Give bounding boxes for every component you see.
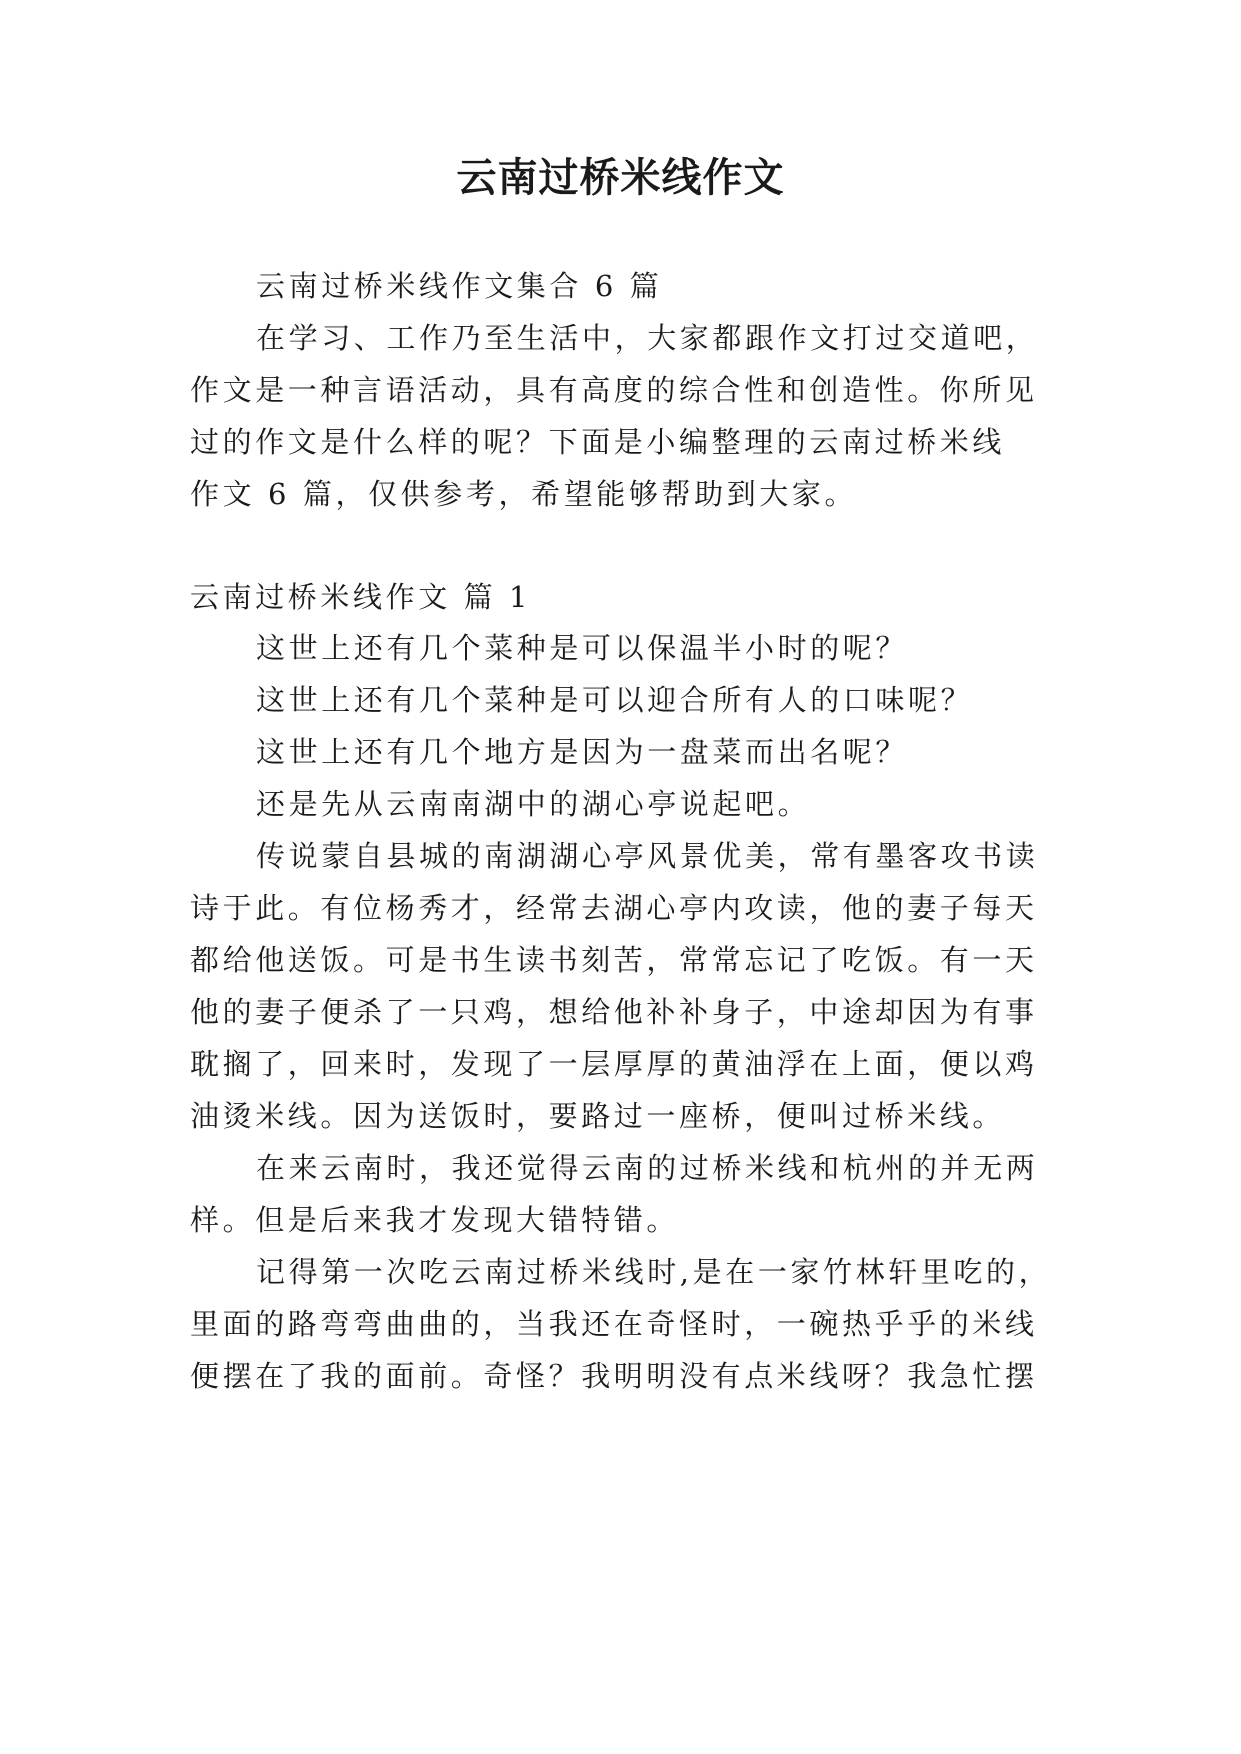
body-paragraph-line: 他的妻子便杀了一只鸡，想给他补补身子，中途却因为有事 [190,995,1038,1029]
body-paragraph-line: 在来云南时，我还觉得云南的过桥米线和杭州的并无两 [256,1151,1039,1185]
section-heading: 云南过桥米线作文 篇 1 [190,580,532,614]
body-paragraph-line: 里面的路弯弯曲曲的，当我还在奇怪时，一碗热乎乎的米线 [190,1307,1038,1341]
intro-paragraph-line: 作文是一种言语活动，具有高度的综合性和创造性。你所见 [190,373,1038,407]
body-paragraph-line: 耽搁了，回来时，发现了一层厚厚的黄油浮在上面，便以鸡 [190,1047,1038,1081]
intro-paragraph-line: 过的作文是什么样的呢？下面是小编整理的云南过桥米线 [190,425,1006,459]
body-paragraph-line: 记得第一次吃云南过桥米线时,是在一家竹林轩里吃的， [256,1255,1052,1289]
body-paragraph-line: 这世上还有几个菜种是可以保温半小时的呢？ [256,631,909,665]
body-paragraph-line: 便摆在了我的面前。奇怪？我明明没有点米线呀？我急忙摆 [190,1359,1038,1393]
intro-paragraph-line: 作文 6 篇，仅供参考，希望能够帮助到大家。 [190,477,858,511]
body-paragraph-line: 这世上还有几个地方是因为一盘菜而出名呢？ [256,735,909,769]
body-paragraph-line: 都给他送饭。可是书生读书刻苦，常常忘记了吃饭。有一天 [190,943,1038,977]
body-paragraph-line: 传说蒙自县城的南湖湖心亭风景优美，常有墨客攻书读 [256,839,1039,873]
body-paragraph-line: 还是先从云南南湖中的湖心亭说起吧。 [256,787,811,821]
intro-paragraph-line: 在学习、工作乃至生活中，大家都跟作文打过交道吧， [256,321,1039,355]
body-paragraph-line: 诗于此。有位杨秀才，经常去湖心亭内攻读，他的妻子每天 [190,891,1038,925]
document-title: 云南过桥米线作文 [456,154,785,201]
body-paragraph-line: 这世上还有几个菜种是可以迎合所有人的口味呢？ [256,683,974,717]
collection-subtitle: 云南过桥米线作文集合 6 篇 [256,269,663,303]
body-paragraph-line: 样。但是后来我才发现大错特错。 [190,1203,680,1237]
body-paragraph-line: 油烫米线。因为送饭时，要路过一座桥，便叫过桥米线。 [190,1099,1006,1133]
